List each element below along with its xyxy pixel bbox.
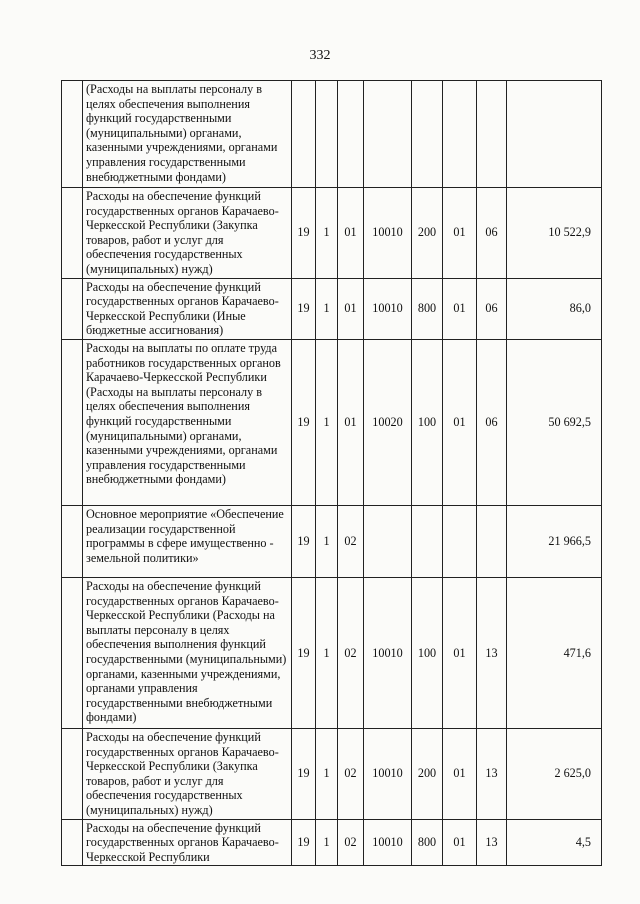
row-marker-cell [62,819,83,866]
code-cell-c1: 19 [292,577,316,728]
amount-cell: 471,6 [507,577,602,728]
table-row [62,81,602,188]
code-cell-c5: 800 [412,819,443,866]
table-row [62,188,602,279]
code-cell-c6: 01 [443,577,477,728]
code-cell-c5: 200 [412,728,443,819]
table-row [62,577,602,728]
code-cell-c7: 06 [477,278,507,339]
code-cell-c6: 01 [443,339,477,505]
code-cell-c7: 13 [477,577,507,728]
description-cell: (Расходы на выплаты персоналу в целях обеспечения выполнения функций государственными (муниципальными) органами, казенными учреждениями, органами управления государственными внебюджетными фондами) [83,81,292,188]
row-marker-cell [62,339,83,505]
description-cell: Расходы на обеспечение функций государственных органов Карачаево-Черкесской Республики (Расходы на выплаты персоналу в целях обеспечения выполнения функций государственными (муниципальными) органами, казенными учреждениями, органами управления государственными внебюджетными фондами) [83,577,292,728]
code-cell-c5: 200 [412,188,443,279]
table-row [62,339,602,505]
amount-cell: 50 692,5 [507,339,602,505]
code-cell-c2: 1 [316,188,338,279]
table-row [62,505,602,577]
description-cell: Расходы на обеспечение функций государственных органов Карачаево-Черкесской Республики [83,819,292,866]
code-cell-c6: 01 [443,188,477,279]
code-cell-c6 [443,81,477,188]
description-cell: Расходы на обеспечение функций государственных органов Карачаево-Черкесской Республики (Иные бюджетные ассигнования) [83,278,292,339]
description-cell: Расходы на выплаты по оплате труда работников государственных органов Карачаево-Черкесской Республики (Расходы на выплаты персоналу в целях обеспечения выполнения функций государственными (муниципальными) органами, казенными учреждениями, органами управления государственными внебюджетными фондами) [83,339,292,505]
code-cell-c3: 02 [338,505,364,577]
code-cell-c3: 01 [338,278,364,339]
description-cell: Расходы на обеспечение функций государственных органов Карачаево-Черкесской Республики (Закупка товаров, работ и услуг для обеспечения государственных (муниципальных) нужд) [83,188,292,279]
code-cell-c1: 19 [292,728,316,819]
budget-table [61,80,602,866]
code-cell-c7 [477,81,507,188]
code-cell-c4: 10010 [364,577,412,728]
description-cell: Расходы на обеспечение функций государственных органов Карачаево-Черкесской Республики (Закупка товаров, работ и услуг для обеспечения государственных (муниципальных) нужд) [83,728,292,819]
code-cell-c7: 13 [477,728,507,819]
code-cell-c3: 02 [338,819,364,866]
code-cell-c4 [364,81,412,188]
amount-cell: 2 625,0 [507,728,602,819]
code-cell-c3 [338,81,364,188]
table-row [62,278,602,339]
code-cell-c7 [477,505,507,577]
code-cell-c7: 06 [477,339,507,505]
code-cell-c5: 100 [412,339,443,505]
description-cell: Основное мероприятие «Обеспечение реализации государственной программы в сфере имущественно - земельной политики» [83,505,292,577]
code-cell-c5: 800 [412,278,443,339]
amount-cell: 4,5 [507,819,602,866]
code-cell-c6 [443,505,477,577]
code-cell-c5: 100 [412,577,443,728]
code-cell-c2: 1 [316,339,338,505]
code-cell-c6: 01 [443,728,477,819]
code-cell-c2: 1 [316,728,338,819]
code-cell-c2: 1 [316,505,338,577]
code-cell-c4: 10020 [364,339,412,505]
row-marker-cell [62,728,83,819]
table-row [62,728,602,819]
code-cell-c1: 19 [292,188,316,279]
code-cell-c6: 01 [443,819,477,866]
amount-cell: 86,0 [507,278,602,339]
code-cell-c1: 19 [292,505,316,577]
code-cell-c4 [364,505,412,577]
code-cell-c1 [292,81,316,188]
page-number: 332 [309,48,331,63]
code-cell-c4: 10010 [364,728,412,819]
code-cell-c2: 1 [316,278,338,339]
table-row [62,819,602,866]
code-cell-c7: 13 [477,819,507,866]
code-cell-c4: 10010 [364,278,412,339]
code-cell-c2: 1 [316,577,338,728]
row-marker-cell [62,505,83,577]
row-marker-cell [62,81,83,188]
amount-cell: 10 522,9 [507,188,602,279]
code-cell-c5 [412,81,443,188]
row-marker-cell [62,577,83,728]
row-marker-cell [62,188,83,279]
code-cell-c3: 02 [338,577,364,728]
amount-cell: 21 966,5 [507,505,602,577]
code-cell-c2 [316,81,338,188]
code-cell-c7: 06 [477,188,507,279]
code-cell-c3: 02 [338,728,364,819]
code-cell-c3: 01 [338,188,364,279]
code-cell-c3: 01 [338,339,364,505]
code-cell-c1: 19 [292,278,316,339]
code-cell-c5 [412,505,443,577]
code-cell-c4: 10010 [364,819,412,866]
code-cell-c1: 19 [292,339,316,505]
amount-cell [507,81,602,188]
code-cell-c4: 10010 [364,188,412,279]
code-cell-c6: 01 [443,278,477,339]
code-cell-c1: 19 [292,819,316,866]
row-marker-cell [62,278,83,339]
code-cell-c2: 1 [316,819,338,866]
